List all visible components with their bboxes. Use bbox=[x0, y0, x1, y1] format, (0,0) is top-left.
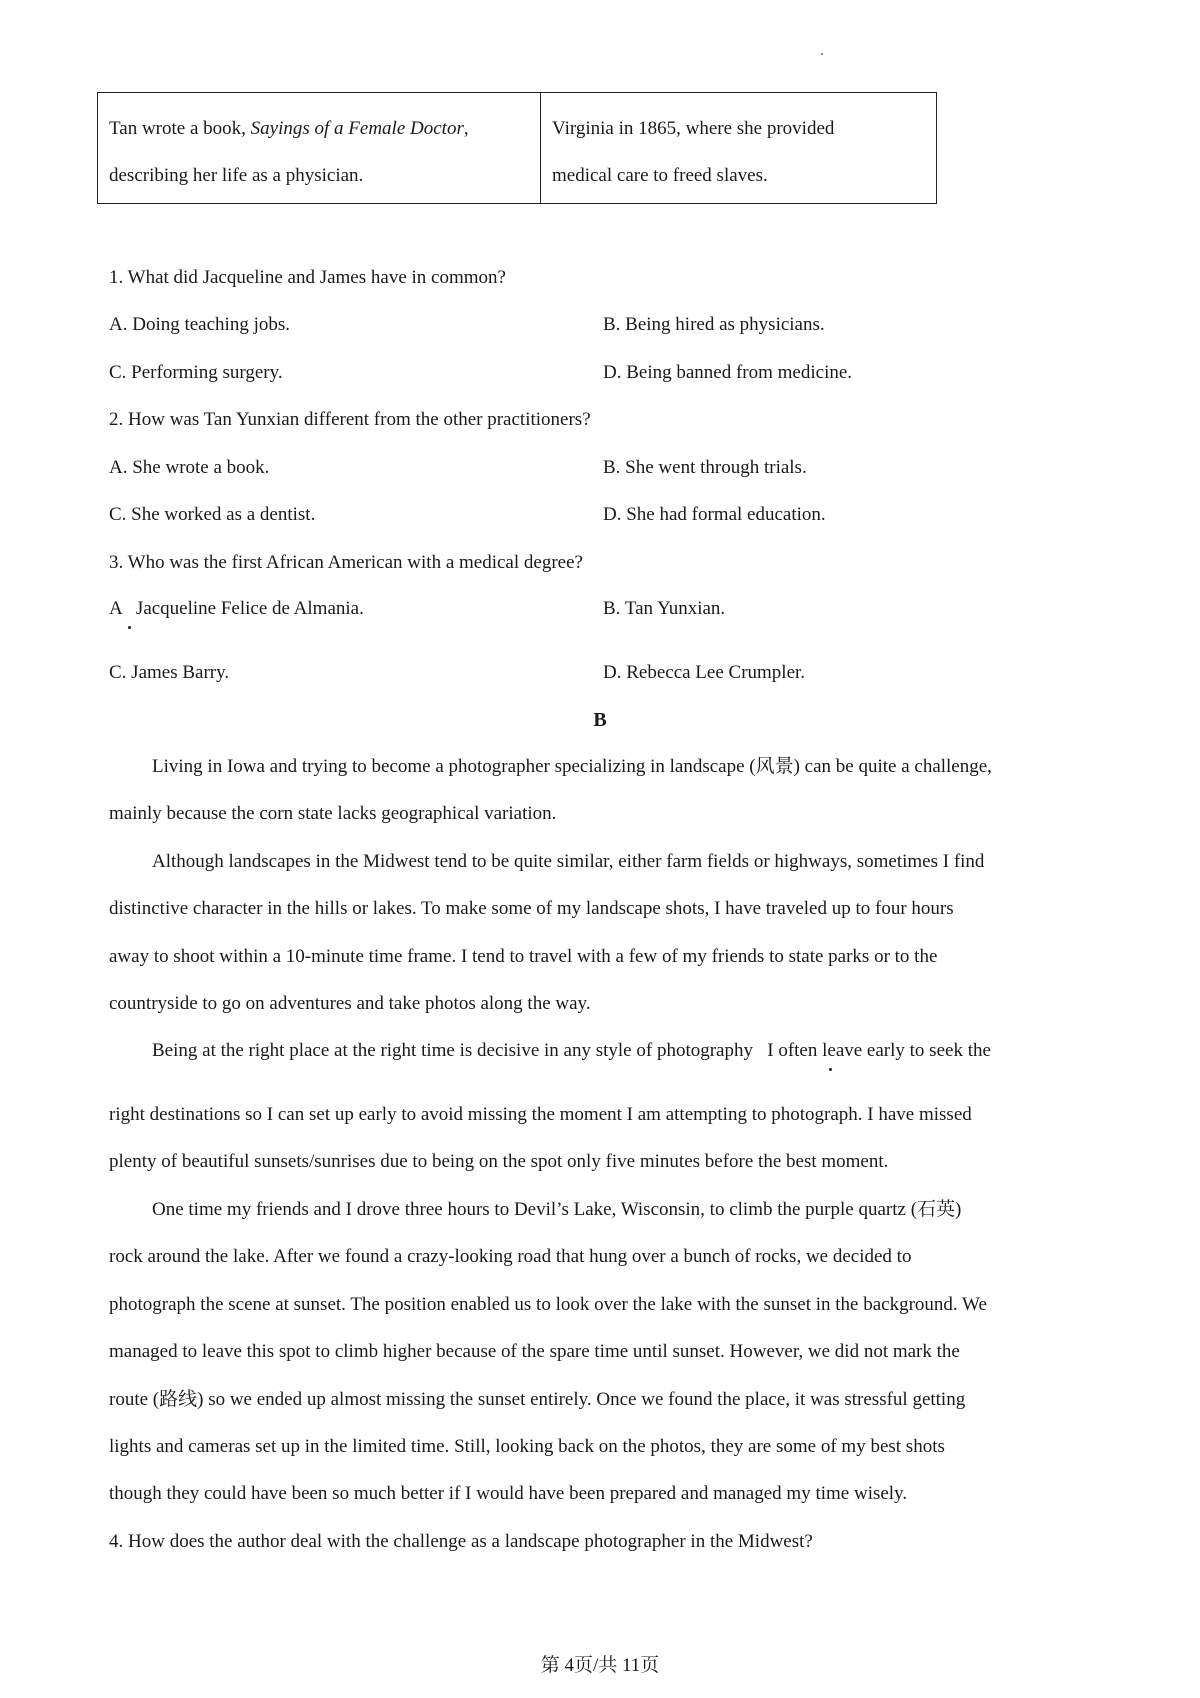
table-right-line-1: Virginia in 1865, where she provided bbox=[552, 118, 835, 139]
passage-line: route (路线) so we ended up almost missing the sunset entirely. Once we found the place, it was stressful getting bbox=[109, 1389, 966, 1410]
question-2-option-d: D. She had formal education. bbox=[603, 504, 826, 525]
passage-line: Being at the right place at the right time is decisive in any style of photography I often leave early to seek the bbox=[152, 1040, 991, 1061]
question-1-option-c: C. Performing surgery. bbox=[109, 362, 283, 383]
passage-line: Although landscapes in the Midwest tend to be quite similar, either farm fields or highways, sometimes I find bbox=[152, 851, 985, 872]
passage-line: lights and cameras set up in the limited time. Still, looking back on the photos, they are some of my best shots bbox=[109, 1436, 945, 1457]
question-2-option-a: A. She wrote a book. bbox=[109, 457, 270, 478]
question-1-stem: 1. What did Jacqueline and James have in common? bbox=[109, 267, 506, 288]
table-cell-left bbox=[98, 93, 541, 203]
option-a-dot-mark bbox=[128, 626, 131, 629]
question-3-option-d: D. Rebecca Lee Crumpler. bbox=[603, 662, 806, 683]
section-b-title: B bbox=[593, 709, 607, 731]
question-1-option-d: D. Being banned from medicine. bbox=[603, 362, 853, 383]
passage-line: photograph the scene at sunset. The position enabled us to look over the lake with the sunset in the background. We bbox=[109, 1294, 987, 1315]
table-left-line-1-suffix: , bbox=[463, 118, 469, 139]
question-2-stem: 2. How was Tan Yunxian different from the other practitioners? bbox=[109, 409, 591, 430]
question-2-option-c: C. She worked as a dentist. bbox=[109, 504, 316, 525]
table-left-line-1-prefix: Tan wrote a book, bbox=[109, 118, 251, 139]
passage-line: away to shoot within a 10-minute time frame. I tend to travel with a few of my friends to state parks or to the bbox=[109, 946, 938, 967]
passage-line: though they could have been so much better if I would have been prepared and managed my time wisely. bbox=[109, 1483, 908, 1504]
passage-line: One time my friends and I drove three hours to Devil’s Lake, Wisconsin, to climb the purple quartz (石英) bbox=[152, 1199, 962, 1220]
question-1-option-b: B. Being hired as physicians. bbox=[603, 314, 825, 335]
scan-speck bbox=[821, 53, 823, 55]
table-right-line-2: medical care to freed slaves. bbox=[552, 165, 768, 186]
book-title: Sayings of a Female Doctor bbox=[250, 118, 464, 139]
passage-line: Living in Iowa and trying to become a photographer specializing in landscape (风景) can be quite a challenge, bbox=[152, 756, 992, 777]
question-1-option-a: A. Doing teaching jobs. bbox=[109, 314, 291, 335]
passage-line: managed to leave this spot to climb higher because of the spare time until sunset. However, we did not mark the bbox=[109, 1341, 960, 1362]
passage-line: distinctive character in the hills or lakes. To make some of my landscape shots, I have traveled up to four hours bbox=[109, 898, 954, 919]
question-3-option-c: C. James Barry. bbox=[109, 662, 230, 683]
info-table bbox=[97, 92, 937, 204]
question-3-option-a: A Jacqueline Felice de Almania. bbox=[109, 598, 364, 619]
question-3-option-b: B. Tan Yunxian. bbox=[603, 598, 726, 619]
period-dot-mark bbox=[829, 1068, 832, 1071]
passage-line: countryside to go on adventures and take photos along the way. bbox=[109, 993, 591, 1014]
question-4-stem: 4. How does the author deal with the challenge as a landscape photographer in the Midwest? bbox=[109, 1531, 813, 1552]
page-number: 第 4页/共 11页 bbox=[540, 1655, 660, 1676]
question-2-option-b: B. She went through trials. bbox=[603, 457, 807, 478]
passage-line: mainly because the corn state lacks geographical variation. bbox=[109, 803, 557, 824]
table-left-line-2: describing her life as a physician. bbox=[109, 165, 364, 186]
table-cell-right bbox=[541, 93, 936, 203]
passage-line: rock around the lake. After we found a crazy-looking road that hung over a bunch of rocks, we decided to bbox=[109, 1246, 912, 1267]
table-left-line-1 bbox=[109, 105, 529, 152]
question-3-stem: 3. Who was the first African American with a medical degree? bbox=[109, 552, 583, 573]
passage-line: right destinations so I can set up early to avoid missing the moment I am attempting to photograph. I have missed bbox=[109, 1104, 972, 1125]
passage-line: plenty of beautiful sunsets/sunrises due to being on the spot only five minutes before the best moment. bbox=[109, 1151, 889, 1172]
